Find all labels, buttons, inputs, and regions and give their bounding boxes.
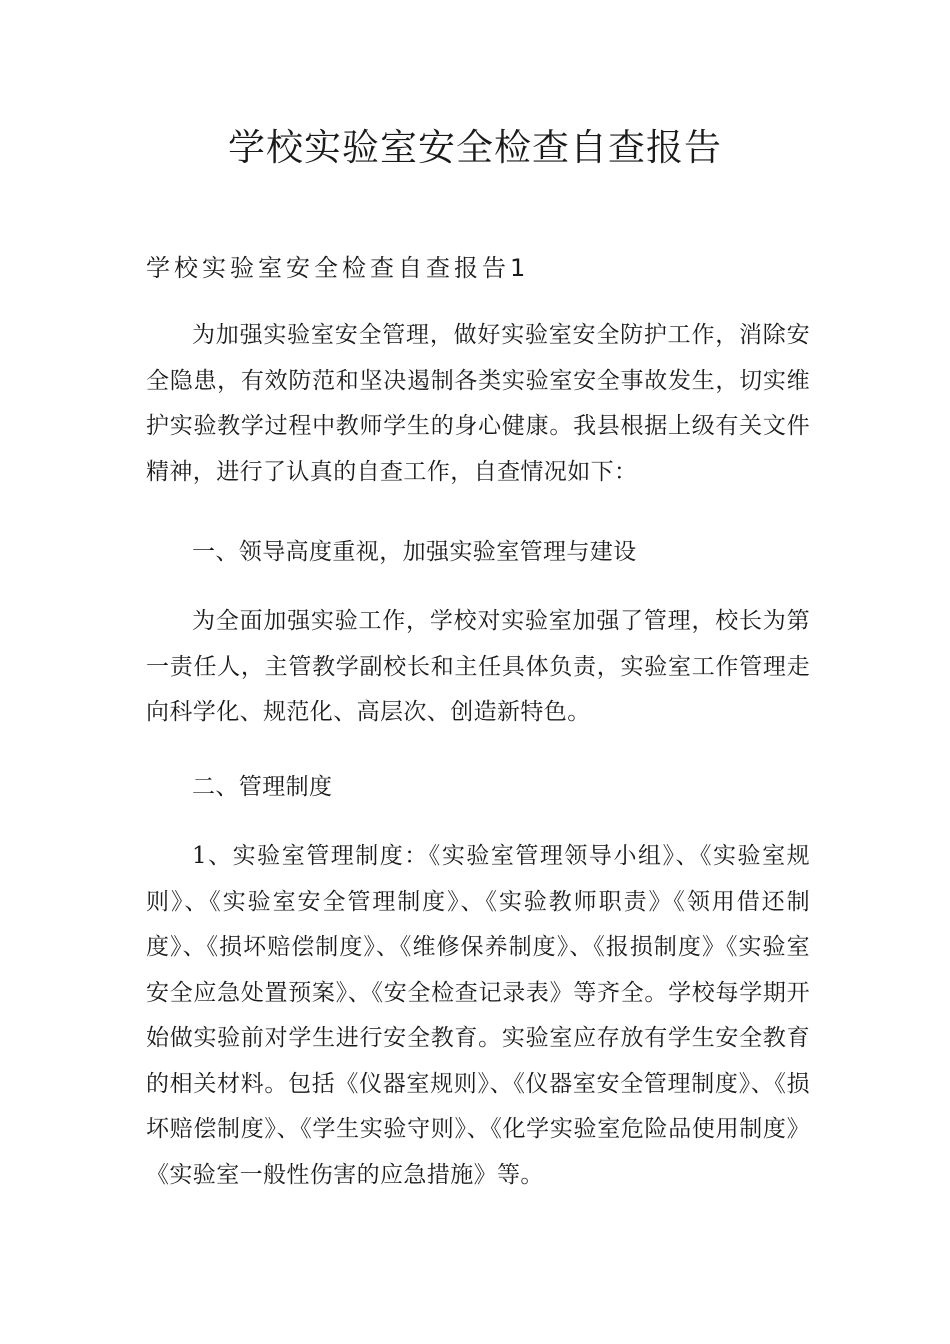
leadership-paragraph: 为全面加强实验工作，学校对实验室加强了管理，校长为第一责任人，主管教学副校长和主任具体负责，实验室工作管理走向科学化、规范化、高层次、创造新特色。 bbox=[146, 608, 810, 725]
section-heading: 学校实验室安全检查自查报告1 bbox=[146, 254, 530, 282]
subheading-management-system: 二、管理制度 bbox=[192, 774, 333, 800]
intro-paragraph: 为加强实验室安全管理，做好实验室安全防护工作，消除安全隐患，有效防范和坚决遏制各类实验室安全事故发生，切实维护实验教学过程中教师学生的身心健康。我县根据上级有关文件精神，进行了认真的自查工作，自查情况如下： bbox=[146, 322, 810, 485]
subheading-leadership: 一、领导高度重视，加强实验室管理与建设 bbox=[192, 539, 637, 565]
management-system-paragraph: 1、实验室管理制度：《实验室管理领导小组》、《实验室规则》、《实验室安全管理制度》、《实验教师职责》《领用借还制度》、《损坏赔偿制度》、《维修保养制度》、《报损制度》《实验室安全应急处置预案》、《安全检查记录表》等齐全。学校每学期开始做实验前对学生进行安全教育。实验室应存放有学生安全教育的相关材料。包括《仪器室规则》、《仪器室安全管理制度》、《损坏赔偿制度》、《学生实验守则》、《化学实验室危险品使用制度》《实验室一般性伤害的应急措施》等。 bbox=[146, 843, 810, 1188]
document-title: 学校实验室安全检查自查报告 bbox=[228, 126, 722, 169]
